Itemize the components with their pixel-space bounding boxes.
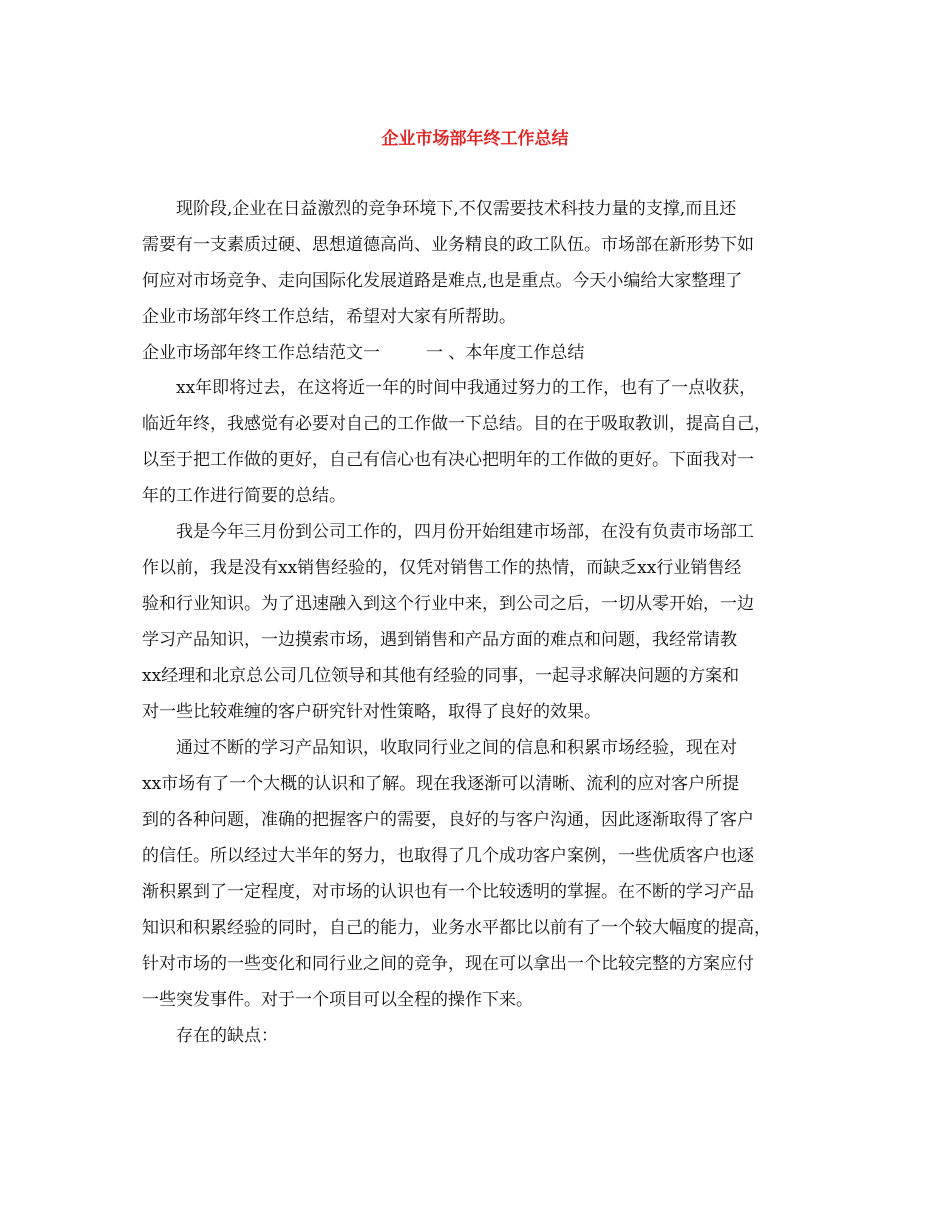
- document-title: 企业市场部年终工作总结: [381, 129, 569, 149]
- para3-line-8: 一些突发事件。对于一个项目可以全程的操作下来。: [142, 990, 533, 1010]
- para2-line-6: 对一些比较难缠的客户研究针对性策略，取得了良好的效果。: [142, 702, 601, 722]
- section-heading: [142, 341, 584, 365]
- intro-line-1: 现阶段,企业在日益激烈的竞争环境下,不仅需要技术科技力量的支撑,而且还: [176, 199, 737, 219]
- para1-line-1: xx年即将过去，在这将近一年的时间中我通过努力的工作，也有了一点收获，: [176, 378, 757, 398]
- intro-line-4: 企业市场部年终工作总结，希望对大家有所帮助。: [142, 307, 516, 327]
- para1-line-2: 临近年终，我感觉有必要对自己的工作做一下总结。目的在于吸取教训，提高自己，: [142, 414, 771, 434]
- para2-line-4: 学习产品知识，一边摸索市场，遇到销售和产品方面的难点和问题，我经常请教: [142, 630, 737, 650]
- para3-line-5: 渐积累到了一定程度，对市场的认识也有一个比较透明的掌握。在不断的学习产品: [142, 882, 754, 902]
- para3-line-1: 通过不断的学习产品知识，收取同行业之间的信息和积累市场经验，现在对: [176, 738, 737, 758]
- para2-line-3: 验和行业知识。为了迅速融入到这个行业中来，到公司之后，一切从零开始，一边: [142, 594, 754, 614]
- para3-line-4: 的信任。所以经过大半年的努力，也取得了几个成功客户案例，一些优质客户也逐: [142, 846, 754, 866]
- para3-line-7: 针对市场的一些变化和同行业之间的竞争，现在可以拿出一个比较完整的方案应付: [142, 954, 754, 974]
- section-heading-subtitle: 一 、本年度工作总结: [426, 343, 585, 363]
- para3-line-2: xx市场有了一个大概的认识和了解。现在我逐渐可以清晰、流利的应对客户所提: [142, 774, 740, 794]
- para1-line-3: 以至于把工作做的更好，自己有信心也有决心把明年的工作做的更好。下面我对一: [142, 450, 754, 470]
- para2-line-5: xx经理和北京总公司几位领导和其他有经验的同事，一起寻求解决问题的方案和: [142, 666, 740, 686]
- para2-line-2: 作以前，我是没有xx销售经验的，仅凭对销售工作的热情，而缺乏xx行业销售经: [142, 558, 742, 578]
- intro-line-3: 何应对市场竞争、走向国际化发展道路是难点,也是重点。今天小编给大家整理了: [142, 271, 743, 291]
- para1-line-4: 年的工作进行简要的总结。: [142, 486, 346, 506]
- para3-line-3: 到的各种问题，准确的把握客户的需要，良好的与客户沟通，因此逐渐取得了客户: [142, 810, 754, 830]
- shortcomings-heading: 存在的缺点：: [176, 1026, 278, 1046]
- intro-line-2: 需要有一支素质过硬、思想道德高尚、业务精良的政工队伍。市场部在新形势下如: [142, 235, 754, 255]
- para2-line-1: 我是今年三月份到公司工作的，四月份开始组建市场部，在没有负责市场部工: [176, 522, 754, 542]
- para3-line-6: 知识和积累经验的同时，自己的能力，业务水平都比以前有了一个较大幅度的提高，: [142, 918, 771, 938]
- section-heading-title: 企业市场部年终工作总结范文一: [142, 343, 380, 363]
